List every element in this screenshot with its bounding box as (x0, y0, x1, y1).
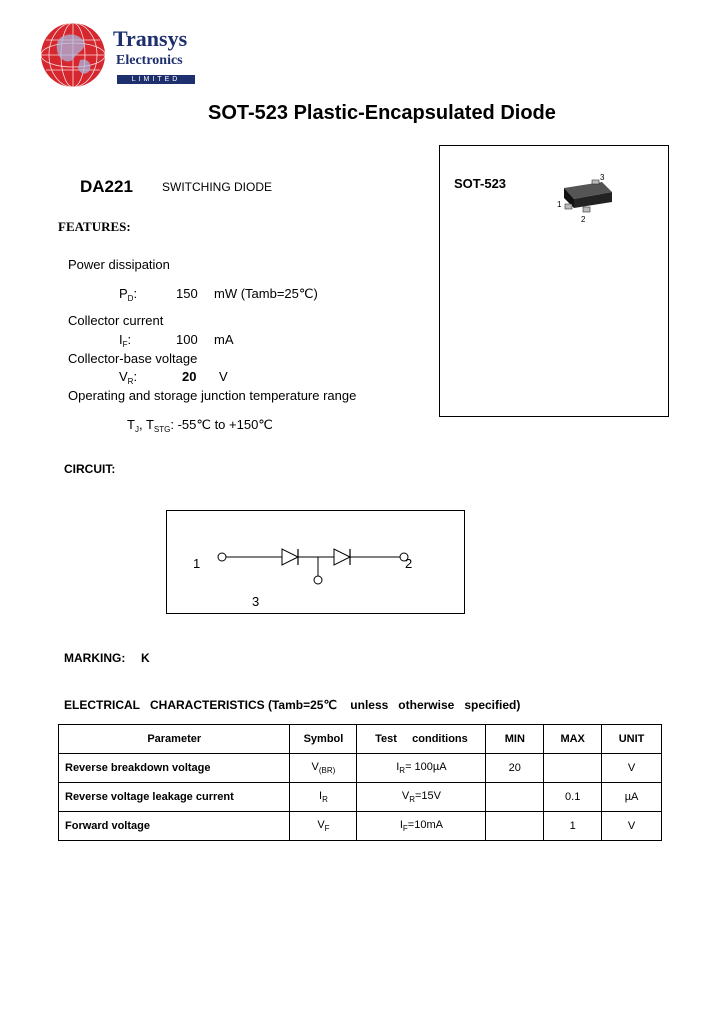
row-conditions: $V_R=15V$ (357, 783, 486, 812)
header-min: MIN (486, 725, 544, 754)
features-heading: FEATURES: (58, 219, 131, 234)
row-unit: V (602, 812, 662, 841)
if-value: 100 (176, 332, 198, 347)
header-parameter: Parameter (59, 725, 290, 754)
brand-name: Transys (113, 26, 188, 51)
marking-label: MARKING: (64, 651, 126, 665)
row-unit: µA (602, 783, 662, 812)
circuit-pin2-label: 2 (405, 556, 413, 571)
row-min: 20 (486, 754, 544, 783)
current-label: Collector current (68, 313, 164, 328)
if-symbol: $I_F$: (119, 332, 132, 349)
page-title: SOT-523 Plastic-Encapsulated Diode (208, 102, 556, 124)
package-pin2-label: 2 (581, 215, 586, 224)
pd-symbol: $P_D$: (119, 286, 138, 303)
table-header-row (59, 725, 662, 754)
circuit-heading: CIRCUIT: (64, 462, 116, 476)
if-unit: mA (214, 332, 234, 347)
header-conditions: Test conditions (357, 725, 486, 754)
header-unit: UNIT (602, 725, 662, 754)
package-pin1-label: 1 (557, 200, 562, 209)
header-symbol: Symbol (290, 725, 357, 754)
table-row (59, 812, 662, 841)
pd-value: 150 (176, 286, 198, 301)
row-parameter: Forward voltage (59, 812, 290, 841)
row-symbol: $V_F$ (290, 812, 357, 841)
row-max: 1 (544, 812, 602, 841)
electrical-heading: ELECTRICAL CHARACTERISTICS (Tamb=25℃ unless otherwise specified) (64, 698, 521, 712)
globe-logo-icon (40, 22, 106, 88)
row-max (544, 754, 602, 783)
temp-range: $T_J$, $T_{STG}$: -55℃ to +150℃ (127, 417, 273, 434)
circuit-pin3-label: 3 (252, 594, 260, 609)
row-conditions: $I_R= 100\mu A$ (357, 754, 486, 783)
row-symbol: $I_R$ (290, 783, 357, 812)
part-number: DA221 (80, 177, 133, 196)
header-max: MAX (544, 725, 602, 754)
power-label: Power dissipation (68, 257, 170, 272)
package-label: SOT-523 (454, 176, 507, 191)
vr-unit: V (219, 369, 228, 384)
row-parameter: Reverse voltage leakage current (59, 783, 290, 812)
part-description: SWITCHING DIODE (162, 180, 272, 194)
row-unit: V (602, 754, 662, 783)
row-min (486, 812, 544, 841)
marking-value: K (141, 651, 150, 665)
row-max: 0.1 (544, 783, 602, 812)
temp-label: Operating and storage junction temperature range (68, 388, 357, 403)
brand-subname: Electronics (116, 53, 183, 68)
table-row (59, 783, 662, 812)
electrical-table (58, 724, 662, 841)
pd-unit: mW (Tamb=25℃) (214, 286, 318, 301)
circuit-pin1-label: 1 (193, 556, 201, 571)
row-symbol: $V_{(BR)}$ (290, 754, 357, 783)
diode-circuit-diagram (166, 510, 465, 614)
table-row (59, 754, 662, 783)
row-conditions: $I_F=10mA$ (357, 812, 486, 841)
row-min (486, 783, 544, 812)
brand-limited: LIMITED (117, 75, 195, 84)
vr-symbol: $V_R$: (119, 369, 138, 386)
package-pin3-label: 3 (600, 173, 605, 182)
row-parameter: Reverse breakdown voltage (59, 754, 290, 783)
voltage-label: Collector-base voltage (68, 351, 198, 366)
vr-value: 20 (182, 369, 197, 384)
